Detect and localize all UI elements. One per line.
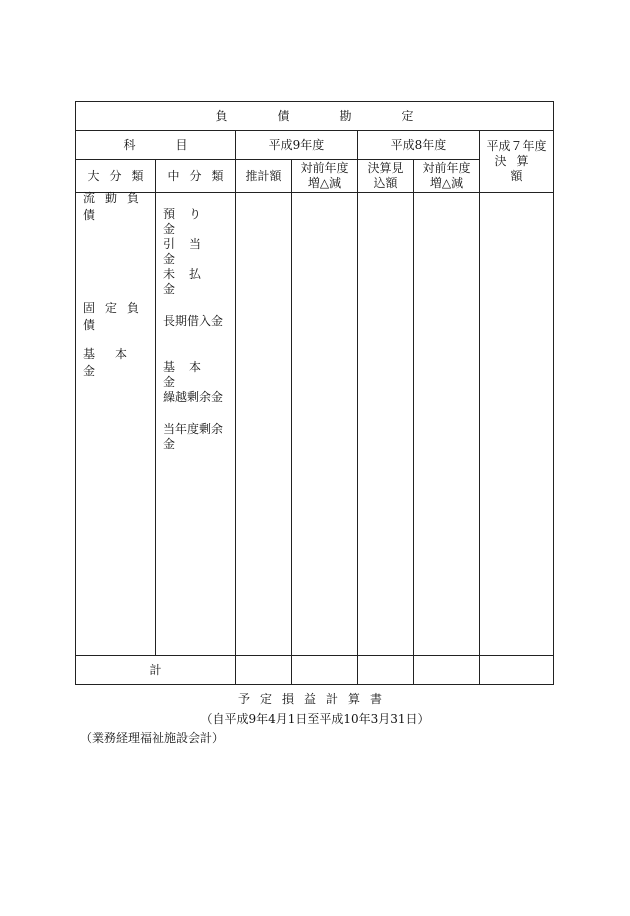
minor-item-long-term-loans: 長期借入金 (163, 314, 224, 328)
major-item-capital: 基本金 (83, 347, 148, 378)
header-fy7 (480, 131, 554, 193)
header-change8-line1: 対前年度 (422, 161, 471, 175)
minor-item-accrued: 未払金 (163, 267, 216, 296)
header-change9-line2: 増△減 (307, 176, 342, 190)
total-settle8 (358, 656, 414, 685)
table-title (76, 102, 554, 131)
change9-column (292, 193, 358, 656)
total-label: 計 (76, 656, 236, 685)
header-major (76, 160, 156, 193)
header-settle8-line2: 込額 (373, 176, 398, 190)
liability-account-table (75, 101, 553, 681)
header-settle8 (358, 160, 414, 193)
total-change8 (414, 656, 480, 685)
header-change8 (414, 160, 480, 193)
fy7-column (480, 193, 554, 656)
header-minor (156, 160, 236, 193)
header-subject (76, 131, 236, 160)
header-change8-line2: 増△減 (429, 176, 464, 190)
header-major-text: 大分類 (87, 168, 154, 183)
header-fy9: 平成9年度 (236, 131, 358, 160)
minor-item-current-surplus: 当年度剰余金 (163, 422, 224, 451)
total-fy7 (480, 656, 554, 685)
minor-item-carried-surplus: 繰越剰余金 (163, 390, 224, 404)
header-change9-line1: 対前年度 (300, 161, 349, 175)
statement-period: （自平成9年4月1日至平成10年3月31日） (200, 712, 430, 726)
header-fy7-line1: 平成７年度 (486, 139, 547, 153)
statement-account: （業務経理福祉施設会計） (80, 731, 225, 745)
major-column (76, 193, 156, 656)
header-change9 (292, 160, 358, 193)
header-estimate: 推計額 (236, 160, 292, 193)
header-minor-text: 中分類 (167, 168, 234, 183)
statement-title: 予定損益計算書 (237, 692, 392, 706)
header-fy7-line2: 決算額 (494, 154, 539, 183)
header-settle8-line1: 決算見 (367, 161, 404, 175)
minor-item-reserves: 引当金 (163, 237, 216, 266)
total-change9 (292, 656, 358, 685)
header-fy8: 平成8年度 (358, 131, 480, 160)
minor-item-deposits: 預り金 (163, 207, 216, 236)
change8-column (414, 193, 480, 656)
settle8-column (358, 193, 414, 656)
major-item-current-liabilities: 流動負債 (83, 191, 150, 222)
total-estimate (236, 656, 292, 685)
estimate-column (236, 193, 292, 656)
header-subject-text: 科目 (123, 137, 228, 152)
table-title-text: 負債勘定 (215, 108, 464, 123)
major-item-fixed-liabilities: 固定負債 (83, 301, 150, 332)
minor-item-capital: 基本金 (163, 360, 216, 389)
